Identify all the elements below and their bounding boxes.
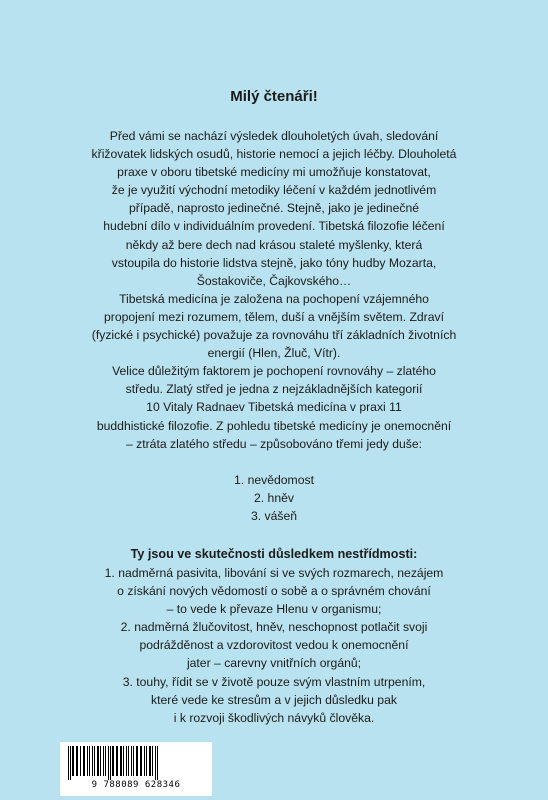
text-line: 1. nadměrná pasivita, libování si ve svých rozmarech, nezájem <box>104 566 444 580</box>
barcode-bar <box>116 746 118 776</box>
barcode-bar <box>131 746 132 776</box>
page-title: Milý čtenáři! <box>230 88 318 105</box>
text-line: o získání nových vědomostí o sobě a o správném chování <box>117 584 431 599</box>
barcode-bar <box>103 746 104 776</box>
text-line: praxe v oboru tibetské medicíny mi umožňuje konstatovat, <box>117 165 431 180</box>
consequences-heading: Ty jsou ve skutečnosti důsledkem nestřídmosti: <box>130 547 418 561</box>
consequences-list <box>0 564 548 727</box>
barcode-bar <box>70 746 71 780</box>
barcode-bar <box>133 746 134 776</box>
barcode-bar <box>76 746 78 776</box>
barcode-bar <box>92 746 93 776</box>
barcode-bar <box>87 746 88 776</box>
list-item: 3. vášeň <box>250 509 298 524</box>
barcode-bar <box>105 746 106 776</box>
text-line: hudební dílo v individuálním provedení. Tibetská filozofie léčení <box>103 219 445 234</box>
barcode-bar <box>120 746 122 776</box>
text-line: – ztráta zlatého středu – způsobováno třemi jedy duše: <box>125 436 423 451</box>
barcode-bar <box>123 746 124 776</box>
barcode-bar <box>72 746 74 776</box>
barcode-bar <box>152 746 153 776</box>
barcode-bar <box>112 746 114 776</box>
text-line: Před vámi se nachází výsledek dlouholetých úvah, sledování <box>109 129 439 143</box>
barcode-bar <box>97 746 99 776</box>
barcode-bar <box>157 746 158 780</box>
barcode-bar <box>126 746 127 776</box>
text-line: Velice důležitým faktorem je pochopení rovnováhy – zlatého <box>112 364 436 379</box>
intro-text <box>0 127 548 453</box>
barcode-bar <box>89 746 90 776</box>
barcode-bar <box>108 746 109 780</box>
text-line: 3. touhy, řídit se v životě pouze svým vlastním utrpením, <box>122 674 426 689</box>
text-line: vstoupila do historie lidstva stejně, jako tóny hudby Mozarta, <box>111 255 437 270</box>
list-item: 1. nevědomost <box>234 473 314 487</box>
barcode-bar <box>68 746 69 780</box>
text-line: že je využití východní metodiky léčení v každém jednotlivém <box>111 183 437 198</box>
barcode-bar <box>128 746 129 776</box>
text-line: případě, naprosto jedinečné. Stejně, jako je jedinečné <box>129 201 419 216</box>
barcode-bars <box>66 746 206 780</box>
barcode-bar <box>94 746 95 776</box>
text-line: Tibetská medicína je založena na pochopení vzájemného <box>119 291 429 306</box>
barcode-bar <box>100 746 101 776</box>
text-line: energií (Hlen, Žluč, Vítr). <box>207 346 341 361</box>
barcode-bar <box>83 746 85 776</box>
list-item: 2. hněv <box>254 491 294 506</box>
barcode-bar <box>140 746 142 776</box>
barcode-bar <box>136 746 138 776</box>
text-line: 2. nadměrná žlučovitost, hněv, neschopnost potlačit svoji <box>120 620 428 635</box>
text-line: podrážděnost a vzdorovitost vedou k onemocnění <box>139 638 409 653</box>
text-line: i k rozvoji škodlivých návyků člověka. <box>173 710 375 725</box>
text-line: křižovatek lidských osudů, historie nemocí a jejich léčby. Dlouholetá <box>91 147 457 162</box>
barcode-bar <box>80 746 81 776</box>
text-line: někdy až bere dech nad krásou staleté myšlenky, která <box>125 237 423 252</box>
text-line: – to vede k převaze Hlenu v organismu; <box>166 602 382 617</box>
barcode-bar <box>149 746 151 776</box>
isbn-barcode <box>60 742 212 796</box>
text-line: propojení mezi rozumem, tělem, duší a vnějším světem. Zdraví <box>103 309 445 324</box>
text-line: Šostakoviče, Čajkovského… <box>196 273 352 288</box>
text-line: buddhistické filozofie. Z pohledu tibetské medicíny je onemocnění <box>96 418 452 433</box>
barcode-bar <box>146 746 147 776</box>
barcode-bar <box>155 746 156 780</box>
barcode-digits: 9 788089 628346 <box>91 780 181 790</box>
text-line: středu. Zlatý střed je jedna z nejzákladnějších kategorií <box>125 382 423 397</box>
text-line: jater – carevny vnitřních orgánů; <box>186 656 362 671</box>
text-line: které vede ke stresům a v jejich důsledku pak <box>151 692 397 707</box>
barcode-bar <box>144 746 145 776</box>
text-line: (fyzické i psychické) považuje za rovnováhu tří základních životních <box>91 328 457 343</box>
poisons-list <box>0 471 548 525</box>
text-line: 10 Vitaly Radnaev Tibetská medicína v praxi 11 <box>146 400 402 415</box>
barcode-bar <box>110 746 111 780</box>
